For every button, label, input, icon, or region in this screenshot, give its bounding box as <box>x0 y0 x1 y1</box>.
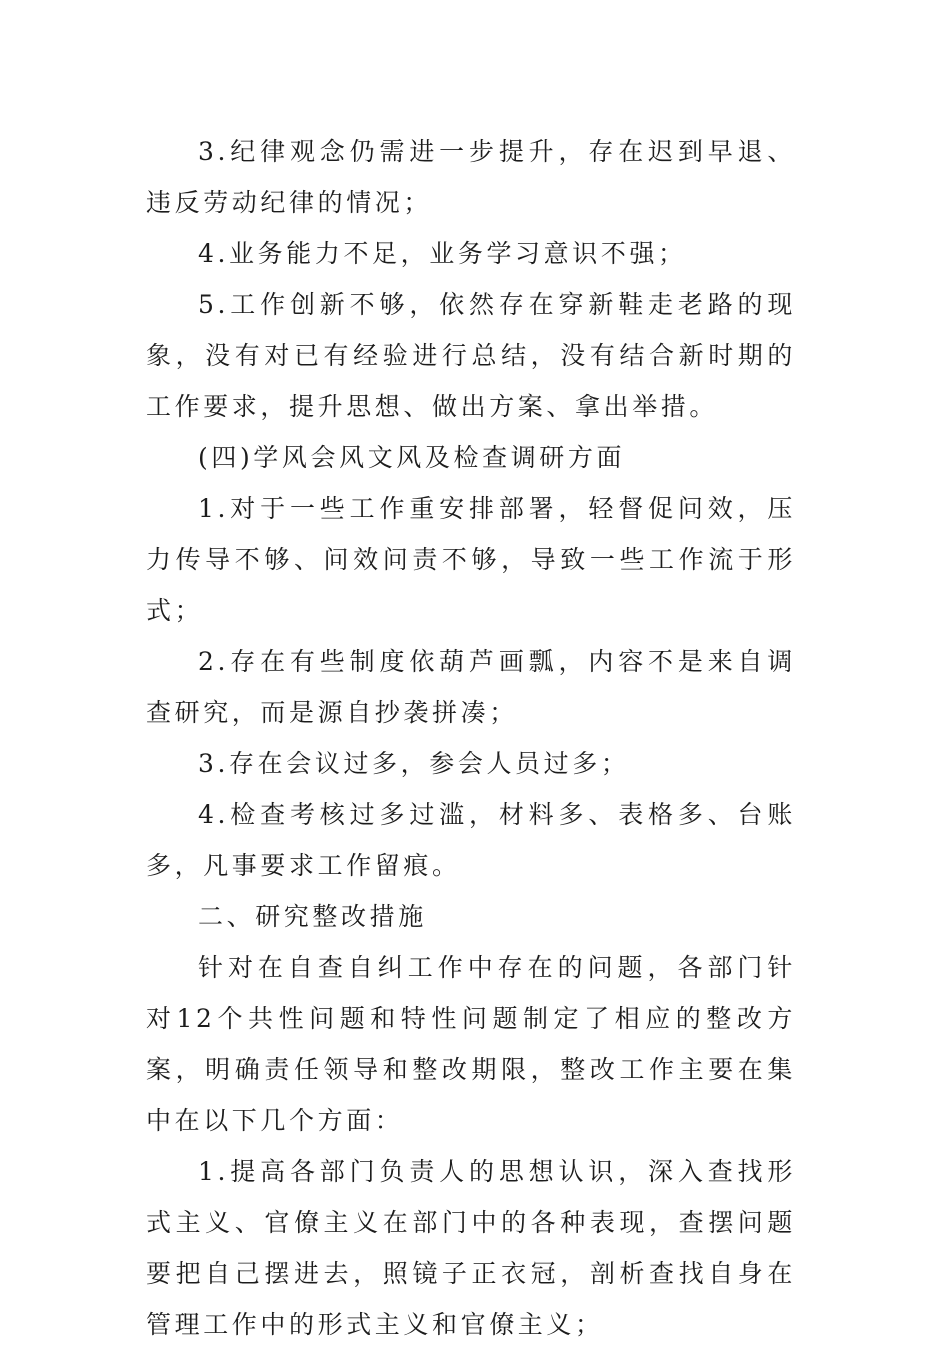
paragraph-supervision: 1.对于一些工作重安排部署，轻督促问效，压力传导不够、问效问责不够，导致一些工作流于形式； <box>146 494 796 625</box>
paragraph-regulations: 2.存在有些制度依葫芦画瓢，内容不是来自调查研究，而是源自抄袭拼凑； <box>146 647 796 727</box>
paragraph-rectification-intro: 针对在自查自纠工作中存在的问题，各部门针对12个共性问题和特性问题制定了相应的整改方案，明确责任领导和整改期限，整改工作主要在集中在以下几个方面： <box>146 953 796 1135</box>
paragraph-meetings: 3.存在会议过多，参会人员过多； <box>198 749 630 778</box>
section-heading-study-style: (四)学风会风文风及检查调研方面 <box>198 443 626 472</box>
document-body <box>146 126 796 1350</box>
paragraph-business-ability: 4.业务能力不足，业务学习意识不强； <box>198 239 687 268</box>
paragraph-innovation: 5.工作创新不够，依然存在穿新鞋走老路的现象，没有对已有经验进行总结，没有结合新时期的工作要求，提升思想、做出方案、拿出举措。 <box>146 290 796 421</box>
section-heading-rectification: 二、研究整改措施 <box>198 902 427 931</box>
paragraph-discipline: 3.纪律观念仍需进一步提升，存在迟到早退、违反劳动纪律的情况； <box>146 137 796 217</box>
paragraph-measure-1: 1.提高各部门负责人的思想认识，深入查找形式主义、官僚主义在部门中的各种表现，查摆问题要把自己摆进去，照镜子正衣冠，剖析查找自身在管理工作中的形式主义和官僚主义； <box>146 1157 796 1339</box>
paragraph-inspections: 4.检查考核过多过滥，材料多、表格多、台账多，凡事要求工作留痕。 <box>146 800 796 880</box>
